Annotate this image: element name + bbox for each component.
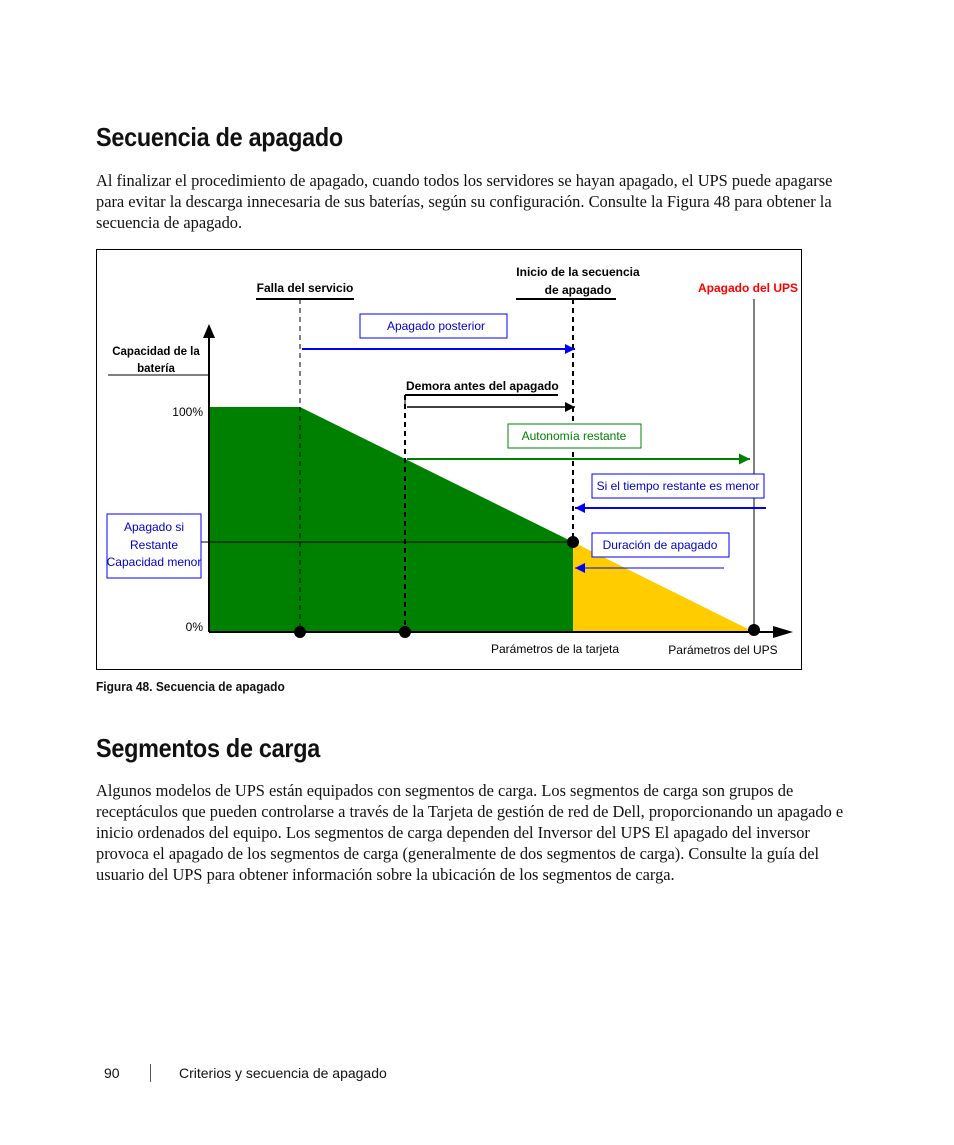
marker-shutdown-delay xyxy=(399,626,411,638)
section-body-secuencia: Al finalizar el procedimiento de apagado, cuando todos los servidores se hayan apagado, el UPS puede apagarse para evitar la descarga innecesaria de sus baterías, según su configuración. Consulte la Figura 48 para obtener la secuencia de apagado. xyxy=(96,171,833,232)
footer-separator xyxy=(150,1064,151,1082)
section-title-segmentos: Segmentos de carga xyxy=(96,733,321,763)
label-apagado-posterior: Apagado posterior xyxy=(386,319,486,333)
label-autonomia: Autonomía restante xyxy=(521,429,627,443)
label-duracion: Duración de apagado xyxy=(602,538,718,552)
label-inicio-secuencia-1: Inicio de la secuencia xyxy=(516,265,640,279)
marker-sequence-start xyxy=(567,536,579,548)
x-axis-arrowhead xyxy=(773,626,793,638)
marker-ups-shutdown xyxy=(748,624,760,636)
label-apagado-si-1: Apagado si xyxy=(123,520,185,534)
label-apagado-si-3: Capacidad menor xyxy=(106,555,202,569)
label-param-tarjeta: Parámetros de la tarjeta xyxy=(490,642,620,656)
label-apagado-si-2: Restante xyxy=(129,538,179,552)
label-capacidad-1: Capacidad de la xyxy=(112,346,200,358)
marker-power-failure xyxy=(294,626,306,638)
label-demora: Demora antes del apagado xyxy=(406,379,559,393)
section-title-secuencia: Secuencia de apagado xyxy=(96,122,343,152)
label-pct-0: 0% xyxy=(185,620,203,634)
figure-caption: Figura 48. Secuencia de apagado xyxy=(96,679,285,694)
label-inicio-secuencia-2: de apagado xyxy=(544,283,612,297)
page-number: 90 xyxy=(104,1065,120,1081)
label-pct-100: 100% xyxy=(172,405,203,419)
label-param-ups: Parámetros del UPS xyxy=(668,643,778,657)
chapter-title: Criterios y secuencia de apagado xyxy=(179,1065,387,1081)
section-body-segmentos: Algunos modelos de UPS están equipados con segmentos de carga. Los segmentos de carga son grupos de receptáculos que pueden controlarse a través de la Tarjeta de gestión de red de Dell, proporcionando un apagado e inicio ordenados del equipo. Los segmentos de carga dependen del Inversor del UPS El apagado del inversor provoca el apagado de los segmentos de carga (generalmente de dos segmentos de carga). Consulte la guía del usuario del UPS para obtener información sobre la ubicación de los segmentos de carga. xyxy=(96,781,844,884)
label-falla-servicio: Falla del servicio xyxy=(256,281,354,295)
label-si-tiempo: Si el tiempo restante es menor xyxy=(596,479,760,493)
y-axis-arrowhead xyxy=(203,324,215,338)
shutdown-sequence-diagram xyxy=(96,249,802,670)
label-capacidad-2: batería xyxy=(137,363,175,375)
label-apagado-ups: Apagado del UPS xyxy=(697,281,799,295)
